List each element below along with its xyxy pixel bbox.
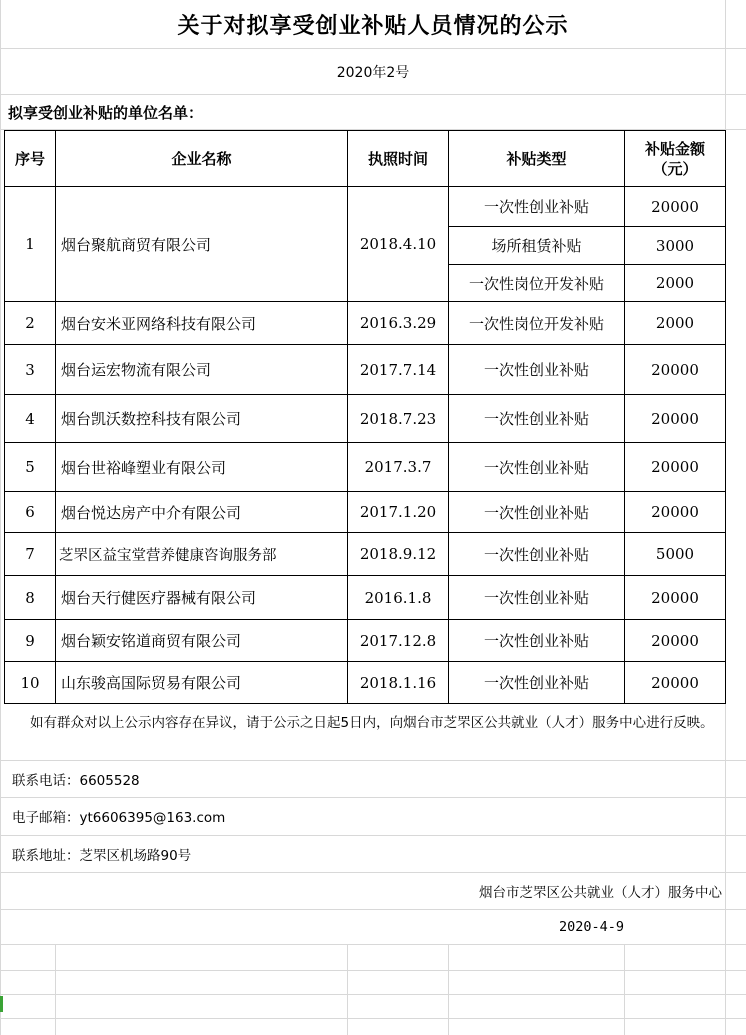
cell-company: 烟台天行健医疗器械有限公司 [56, 576, 348, 620]
cell-amount: 20000 [625, 187, 726, 227]
cell-seq: 3 [5, 345, 56, 395]
table-row[interactable] [5, 662, 726, 704]
cell-seq: 10 [5, 662, 56, 704]
cell-license-date: 2017.7.14 [348, 345, 449, 395]
cell-amount: 20000 [625, 345, 726, 395]
grid-line [347, 944, 348, 1035]
cell-subsidy-type: 场所租赁补贴 [449, 227, 625, 265]
cell-subsidy-type: 一次性创业补贴 [449, 662, 625, 704]
table-row[interactable] [5, 395, 726, 443]
cell-seq: 4 [5, 395, 56, 443]
section-label: 拟享受创业补贴的单位名单： [8, 103, 204, 122]
grid-line [0, 970, 746, 971]
grid-line [0, 909, 746, 910]
contact-address: 联系地址：芝罘区机场路90号 [12, 848, 192, 864]
table-row[interactable] [5, 533, 726, 576]
cell-seq: 5 [5, 443, 56, 492]
grid-line [0, 944, 746, 945]
cell-amount: 20000 [625, 492, 726, 533]
table-row[interactable] [5, 576, 726, 620]
grid-line [0, 0, 1, 1035]
header-license-date: 执照时间 [348, 131, 449, 187]
cell-company: 烟台世裕峰塑业有限公司 [56, 443, 348, 492]
cell-license-date: 2018.7.23 [348, 395, 449, 443]
table-row[interactable] [5, 345, 726, 395]
selection-marker [0, 996, 3, 1012]
table-header-row [5, 131, 726, 187]
grid-line [0, 994, 746, 995]
cell-seq: 7 [5, 533, 56, 576]
cell-subsidy-type: 一次性岗位开发补贴 [449, 265, 625, 302]
table-row[interactable] [5, 187, 726, 227]
grid-line [55, 944, 56, 1035]
table-row[interactable] [5, 443, 726, 492]
cell-subsidy-type: 一次性创业补贴 [449, 345, 625, 395]
cell-company: 烟台悦达房产中介有限公司 [56, 492, 348, 533]
contact-phone: 联系电话：6605528 [12, 773, 140, 789]
cell-amount: 2000 [625, 302, 726, 345]
cell-company: 烟台凯沃数控科技有限公司 [56, 395, 348, 443]
cell-license-date: 2018.9.12 [348, 533, 449, 576]
grid-line [0, 48, 746, 49]
cell-amount: 20000 [625, 662, 726, 704]
table-row[interactable] [5, 620, 726, 662]
table-row[interactable] [5, 492, 726, 533]
cell-license-date: 2016.3.29 [348, 302, 449, 345]
header-amount-label: 补贴金额（元） [644, 139, 705, 178]
cell-amount: 3000 [625, 227, 726, 265]
cell-license-date: 2017.3.7 [348, 443, 449, 492]
cell-amount: 20000 [625, 395, 726, 443]
cell-subsidy-type: 一次性创业补贴 [449, 620, 625, 662]
issue-date: 2020-4-9 [559, 919, 625, 935]
cell-subsidy-type: 一次性创业补贴 [449, 187, 625, 227]
header-subsidy-type: 补贴类型 [449, 131, 625, 187]
cell-license-date: 2018.4.10 [348, 187, 449, 302]
issue-number: 2020年2号 [336, 65, 410, 81]
cell-company: 芝罘区益宝堂营养健康咨询服务部 [56, 533, 348, 576]
grid-line [624, 944, 625, 1035]
grid-line [0, 94, 746, 95]
cell-subsidy-type: 一次性创业补贴 [449, 443, 625, 492]
cell-license-date: 2018.1.16 [348, 662, 449, 704]
page-title: 关于对拟享受创业补贴人员情况的公示 [177, 12, 569, 39]
cell-subsidy-type: 一次性创业补贴 [449, 395, 625, 443]
cell-amount: 5000 [625, 533, 726, 576]
cell-license-date: 2017.1.20 [348, 492, 449, 533]
subsidy-table [4, 130, 726, 704]
header-company: 企业名称 [56, 131, 348, 187]
issuing-organization: 烟台市芝罘区公共就业（人才）服务中心 [479, 885, 722, 901]
header-seq: 序号 [5, 131, 56, 187]
table-row[interactable] [5, 302, 726, 345]
grid-line [0, 1018, 746, 1019]
cell-subsidy-type: 一次性岗位开发补贴 [449, 302, 625, 345]
cell-seq: 9 [5, 620, 56, 662]
contact-email: 电子邮箱：yt6606395@163.com [12, 810, 226, 826]
cell-company: 烟台安米亚网络科技有限公司 [56, 302, 348, 345]
cell-amount: 20000 [625, 620, 726, 662]
cell-license-date: 2016.1.8 [348, 576, 449, 620]
cell-seq: 6 [5, 492, 56, 533]
cell-seq: 8 [5, 576, 56, 620]
header-amount [625, 131, 726, 187]
cell-seq: 2 [5, 302, 56, 345]
cell-amount: 20000 [625, 576, 726, 620]
cell-amount: 20000 [625, 443, 726, 492]
cell-company: 山东骏高国际贸易有限公司 [56, 662, 348, 704]
cell-subsidy-type: 一次性创业补贴 [449, 576, 625, 620]
objection-note: 如有群众对以上公示内容存在异议，请于公示之日起5日内，向烟台市芝罘区公共就业（人才）服务中心进行反映。 [30, 715, 714, 731]
cell-company: 烟台颖安铭道商贸有限公司 [56, 620, 348, 662]
cell-company: 烟台聚航商贸有限公司 [56, 187, 348, 302]
grid-line [448, 944, 449, 1035]
cell-subsidy-type: 一次性创业补贴 [449, 533, 625, 576]
cell-license-date: 2017.12.8 [348, 620, 449, 662]
cell-company: 烟台运宏物流有限公司 [56, 345, 348, 395]
cell-subsidy-type: 一次性创业补贴 [449, 492, 625, 533]
cell-amount: 2000 [625, 265, 726, 302]
cell-seq: 1 [5, 187, 56, 302]
